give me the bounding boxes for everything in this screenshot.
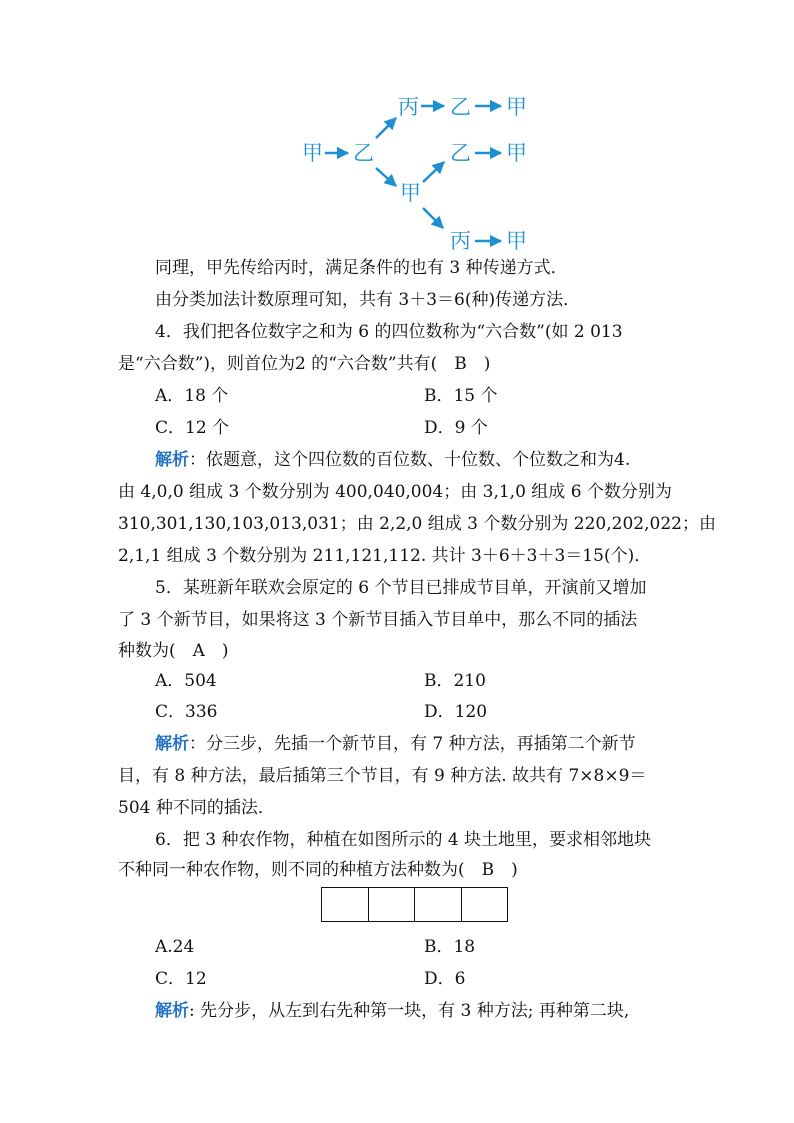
q4-stem-line2 (118, 353, 490, 375)
q4-solution-text: ：依题意，这个四位数的百位数、十位数、个位数之和为4. (189, 450, 631, 470)
tree-arrow (376, 118, 396, 138)
q4-solution-line3: 310,301,130,103,013,031；由 2,2,0 组成 3 个数分别为 220,202,022；由 (118, 514, 716, 534)
land-plot-cell (369, 888, 416, 921)
q4-solution-line4: 2,1,1 组成 3 个数分别为 211,121,112. 共计 3＋6＋3＋3＝15(个)． (118, 546, 652, 566)
q6-stem-line2 (118, 859, 518, 881)
tree-node-mid-b: 甲 (506, 141, 527, 165)
q5-stem-line3 (118, 640, 229, 662)
q5-option-d: D．120 (424, 702, 488, 722)
q6-solution-label: 解析 (155, 1001, 189, 1021)
tree-node-level1: 乙 (353, 141, 374, 165)
land-plots-figure (321, 887, 508, 922)
q4-option-a: A．18 个 (155, 386, 229, 406)
q6-option-a: A.24 (155, 937, 195, 957)
q6-solution-text: : 先分步，从左到右先种第一块，有 3 种方法; 再种第二块, (189, 1001, 630, 1021)
land-plot-cell (415, 888, 462, 921)
tree-node-root: 甲 (302, 141, 323, 165)
q6-solution-line1 (155, 1000, 629, 1022)
q6-stem-text: 不种同一种农作物，则不同的种植方法种数为( (118, 860, 482, 880)
q5-answer: A (192, 641, 205, 661)
q5-stem-line1: 5．某班新年联欢会原定的 6 个节目已排成节目单，开演前又增加 (155, 578, 647, 598)
q6-answer: B (481, 860, 495, 880)
q6-option-d: D．6 (424, 969, 466, 989)
q5-stem-close: ) (204, 641, 229, 661)
q6-stem-line1: 6．把 3 种农作物，种植在如图所示的 4 块土地里，要求相邻地块 (155, 830, 652, 850)
text-line: 由分类加法计数原理可知，共有 3＋3＝6(种)传递方法． (155, 290, 581, 310)
tree-node-mid: 甲 (400, 181, 421, 205)
q4-option-d: D．9 个 (424, 418, 488, 438)
q5-stem-line2: 了 3 个新节目，如果将这 3 个新节目插入节目单中，那么不同的插法 (118, 610, 638, 630)
q4-solution-line2: 由 4,0,0 组成 3 个数分别为 400,040,004；由 3,1,0 组成 6 个数分别为 (118, 482, 672, 502)
tree-arrow (423, 208, 443, 228)
land-plot-cell (462, 888, 508, 921)
tree-arrow (423, 162, 444, 182)
q4-answer: B (454, 354, 467, 374)
tree-node-top: 丙 (398, 95, 419, 119)
q4-stem-line1: 4．我们把各位数字之和为 6 的四位数称为“六合数”(如 2 013 (155, 322, 623, 342)
q5-solution-line2: 目，有 8 种方法，最后插第三个节目，有 9 种方法. 故共有 7×8×9＝ (118, 766, 647, 786)
q6-option-c: C．12 (155, 969, 207, 989)
q4-option-c: C．12 个 (155, 418, 230, 438)
transfer-tree-diagram (300, 88, 540, 256)
q5-solution-line3: 504 种不同的插法． (118, 798, 275, 818)
q5-option-b: B．210 (424, 671, 486, 691)
tree-node-top-b: 甲 (506, 95, 527, 119)
q4-solution-label: 解析 (155, 450, 189, 470)
q4-stem-close: ) (466, 354, 491, 374)
q5-solution-text: ：分三步，先插一个新节目，有 7 种方法，再插第二个新节 (189, 734, 636, 754)
text-line: 同理，甲先传给丙时，满足条件的也有 3 种传递方式． (155, 258, 568, 278)
q5-solution-label: 解析 (155, 734, 189, 754)
q5-option-a: A．504 (155, 671, 217, 691)
tree-node-top-a: 乙 (450, 95, 471, 119)
q6-option-b: B．18 (424, 937, 476, 957)
land-plot-cell (322, 888, 369, 921)
q5-solution-line1 (155, 733, 636, 755)
tree-node-bot-b: 甲 (506, 229, 527, 253)
q5-option-c: C．336 (155, 702, 218, 722)
q4-solution-line1 (155, 449, 630, 471)
tree-arrow (376, 168, 396, 186)
q5-stem-text: 种数为( (118, 641, 193, 661)
q6-stem-close: ) (494, 860, 518, 880)
tree-node-bot-a: 丙 (450, 229, 471, 253)
q4-option-b: B．15 个 (424, 386, 498, 406)
tree-node-mid-a: 乙 (450, 141, 471, 165)
q4-stem-text: 是“六合数”)，则首位为2 的“六合数”共有( (118, 354, 455, 374)
